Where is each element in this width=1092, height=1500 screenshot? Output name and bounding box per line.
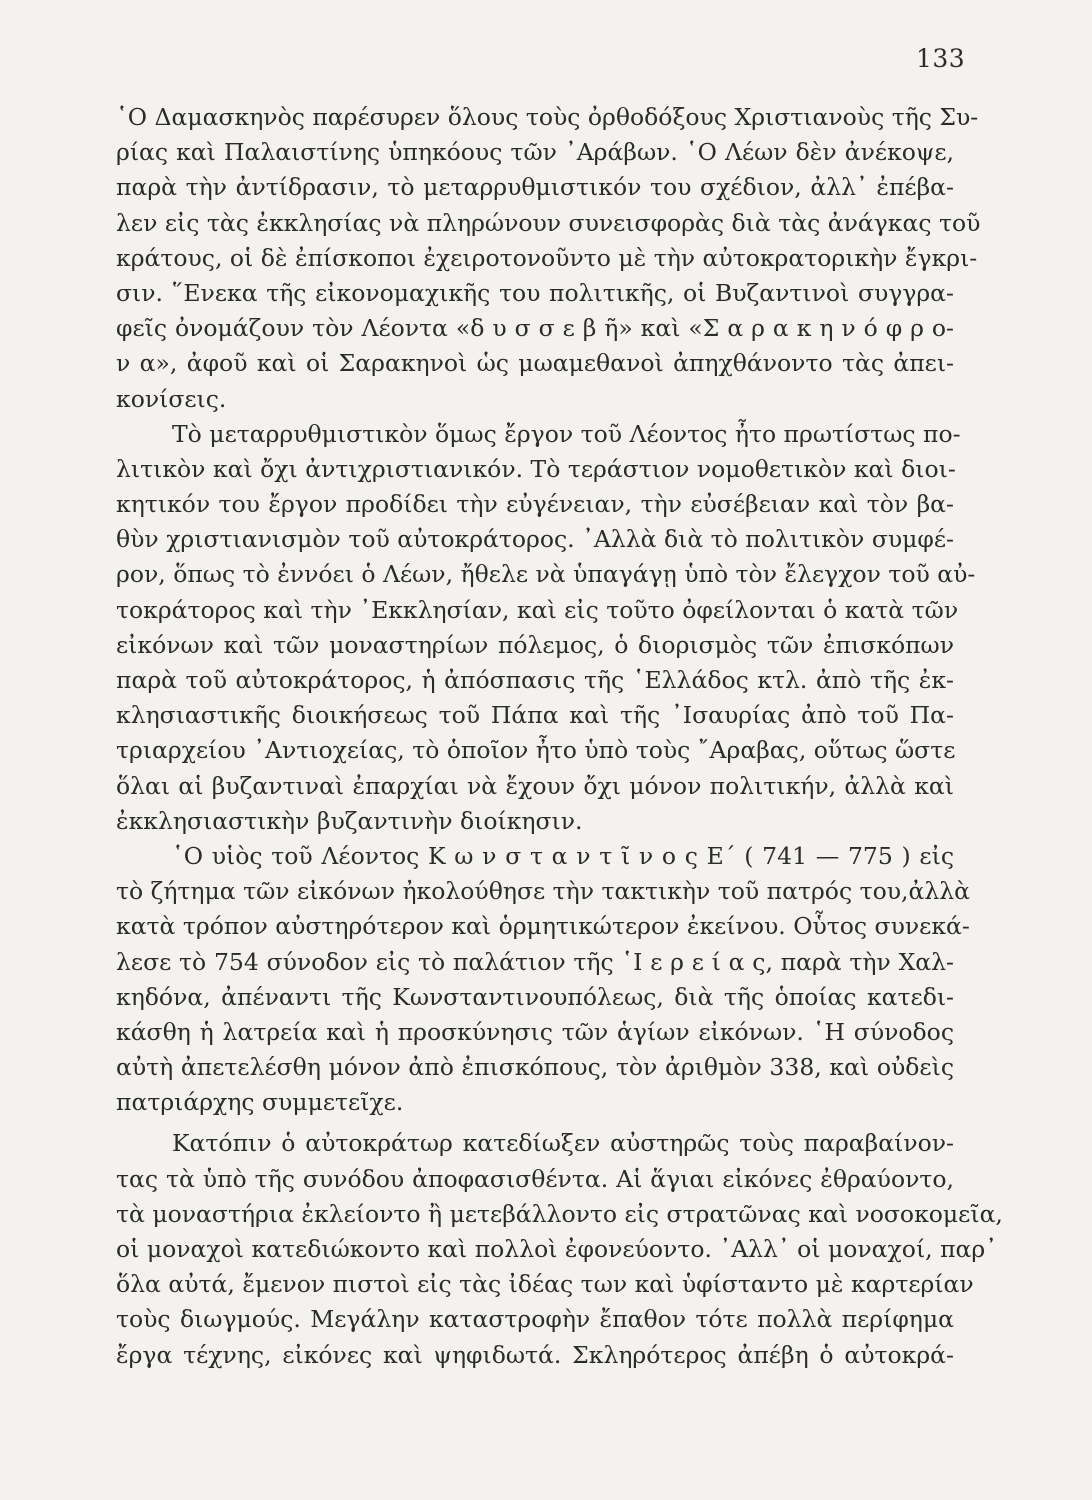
- body-text: [116, 100, 1003, 1373]
- text-line: κράτους, οἱ δὲ ἐπίσκοποι ἐχειροτονοῦντο μὲ τὴν αὐτοκρατορικὴν ἔγκρι-: [116, 243, 978, 272]
- text-line: κονίσεις.: [116, 384, 227, 413]
- text-line: ὅλα αὐτά, ἔμενον πιστοὶ εἰς τὰς ἰδέας των καὶ ὑφίσταντο μὲ καρτερίαν: [116, 1270, 974, 1299]
- text-line: πατριάρχης συμμετεῖχε.: [116, 1088, 404, 1117]
- text-line: παρὰ τὴν ἀντίδρασιν, τὸ μεταρρυθμιστικόν του σχέδιον, ἀλλ᾿ ἐπέβα-: [116, 173, 954, 202]
- text-line: τοκράτορος καὶ τὴν ᾿Εκκλησίαν, καὶ εἰς τοῦτο ὀφείλονται ὁ κατὰ τῶν: [116, 595, 959, 624]
- text-line: λιτικὸν καὶ ὄχι ἀντιχριστιανικόν. Τὸ τεράστιον νομοθετικὸν καὶ διοι-: [116, 454, 956, 483]
- text-line: κητικόν του ἔργον προδίδει τὴν εὐγένειαν, τὴν εὐσέβειαν καὶ τὸν βα-: [116, 490, 954, 519]
- page-number: 133: [916, 44, 966, 73]
- text-line: κατὰ τρόπον αὐστηρότερον καὶ ὁρμητικώτερον ἐκείνου. Οὗτος συνεκά-: [116, 912, 970, 941]
- text-line: ὅλαι αἱ βυζαντιναὶ ἐπαρχίαι νὰ ἔχουν ὄχι μόνον πολιτικήν, ἀλλὰ καὶ: [116, 771, 954, 800]
- text-line: φεῖς ὀνομάζουν τὸν Λέοντα «δ υ σ σ ε β ῆ» καὶ «Σ α ρ α κ η ν ό φ ρ ο-: [116, 314, 954, 343]
- text-line: ἔργα τέχνης, εἰκόνες καὶ ψηφιδωτά. Σκληρότερος ἀπέβη ὁ αὐτοκρά-: [116, 1340, 954, 1369]
- text-line: οἱ μοναχοὶ κατεδιώκοντο καὶ πολλοὶ ἐφονεύοντο. ᾿Αλλ᾿ οἱ μοναχοί, παρ᾿: [116, 1235, 997, 1263]
- text-line: αὐτὴ ἀπετελέσθη μόνον ἀπὸ ἐπισκόπους, τὸν ἀριθμὸν 338, καὶ οὐδεὶς: [116, 1053, 954, 1082]
- paragraph-4: [116, 1126, 1003, 1372]
- text-line: Τὸ μεταρρυθμιστικὸν ὅμως ἔργον τοῦ Λέοντος ἦτο πρωτίστως πο-: [172, 419, 961, 448]
- paragraph-1: [116, 100, 981, 417]
- text-line: τριαρχείου ᾿Αντιοχείας, τὸ ὁποῖον ἦτο ὑπὸ τοὺς ῎Αραβας, οὕτως ὥστε: [116, 736, 956, 765]
- text-line: εἰκόνων καὶ τῶν μοναστηρίων πόλεμος, ὁ διορισμὸς τῶν ἐπισκόπων: [116, 630, 954, 659]
- text-line: κάσθη ἡ λατρεία καὶ ἡ προσκύνησις τῶν ἁγίων εἰκόνων. ῾Η σύνοδος: [116, 1017, 954, 1046]
- text-line: λεν εἰς τὰς ἐκκλησίας νὰ πληρώνουν συνεισφορὰς διὰ τὰς ἀνάγκας τοῦ: [116, 208, 981, 237]
- paragraph-2: [116, 417, 976, 839]
- text-line: κηδόνα, ἀπέναντι τῆς Κωνσταντινουπόλεως, διὰ τῆς ὁποίας κατεδι-: [116, 982, 954, 1011]
- text-line: τοὺς διωγμούς. Μεγάλην καταστροφὴν ἔπαθον τότε πολλὰ περίφημα: [116, 1305, 954, 1334]
- text-line: παρὰ τοῦ αὐτοκράτορος, ἡ ἀπόσπασις τῆς ῾Ελλάδος κτλ. ἀπὸ τῆς ἐκ-: [116, 666, 954, 694]
- text-line: ῾Ο υἱὸς τοῦ Λέοντος Κ ω ν σ τ α ν τ ῖ ν ο ς Ε΄ ( 741 — 775 ) εἰς: [172, 841, 954, 870]
- paragraph-3: [116, 839, 971, 1121]
- text-line: ρον, ὅπως τὸ ἐννόει ὁ Λέων, ἤθελε νὰ ὑπαγάγῃ ὑπὸ τὸν ἔλεγχον τοῦ αὐ-: [116, 560, 976, 589]
- text-line: ν α», ἀφοῦ καὶ οἱ Σαρακηνοὶ ὡς μωαμεθανοὶ ἀπηχθάνοντο τὰς ἀπει-: [116, 349, 954, 378]
- text-line: λεσε τὸ 754 σύνοδον εἰς τὸ παλάτιον τῆς ῾Ι ε ρ ε ί α ς, παρὰ τὴν Χαλ-: [116, 947, 954, 976]
- text-line: σιν. ῞Ενεκα τῆς εἰκονομαχικῆς του πολιτικῆς, οἱ Βυζαντινοὶ συγγρα-: [116, 278, 954, 307]
- text-line: Κατόπιν ὁ αὐτοκράτωρ κατεδίωξεν αὐστηρῶς τοὺς παραβαίνον-: [172, 1129, 954, 1158]
- text-line: θὺν χριστιανισμὸν τοῦ αὐτοκράτορος. ᾿Αλλὰ διὰ τὸ πολιτικὸν συμφέ-: [116, 525, 954, 554]
- text-line: ῾Ο Δαμασκηνὸς παρέσυρεν ὅλους τοὺς ὀρθοδόξους Χριστιανοὺς τῆς Συ-: [116, 103, 979, 131]
- text-line: ρίας καὶ Παλαιστίνης ὑπηκόους τῶν ᾿Αράβων. ῾Ο Λέων δὲν ἀνέκοψε,: [116, 138, 954, 167]
- text-line: τὰ μοναστήρια ἐκλείοντο ἢ μετεβάλλοντο εἰς στρατῶνας καὶ νοσοκομεῖα,: [116, 1199, 1003, 1228]
- text-line: κλησιαστικῆς διοικήσεως τοῦ Πάπα καὶ τῆς ᾿Ισαυρίας ἀπὸ τοῦ Πα-: [116, 701, 954, 730]
- text-line: ἐκκλησιαστικὴν βυζαντινὴν διοίκησιν.: [116, 806, 583, 835]
- text-line: τας τὰ ὑπὸ τῆς συνόδου ἀποφασισθέντα. Αἱ ἅγιαι εἰκόνες ἐθραύοντο,: [116, 1164, 954, 1193]
- text-line: τὸ ζήτημα τῶν εἰκόνων ἠκολούθησε τὴν τακτικὴν τοῦ πατρός του,ἀλλὰ: [116, 877, 971, 906]
